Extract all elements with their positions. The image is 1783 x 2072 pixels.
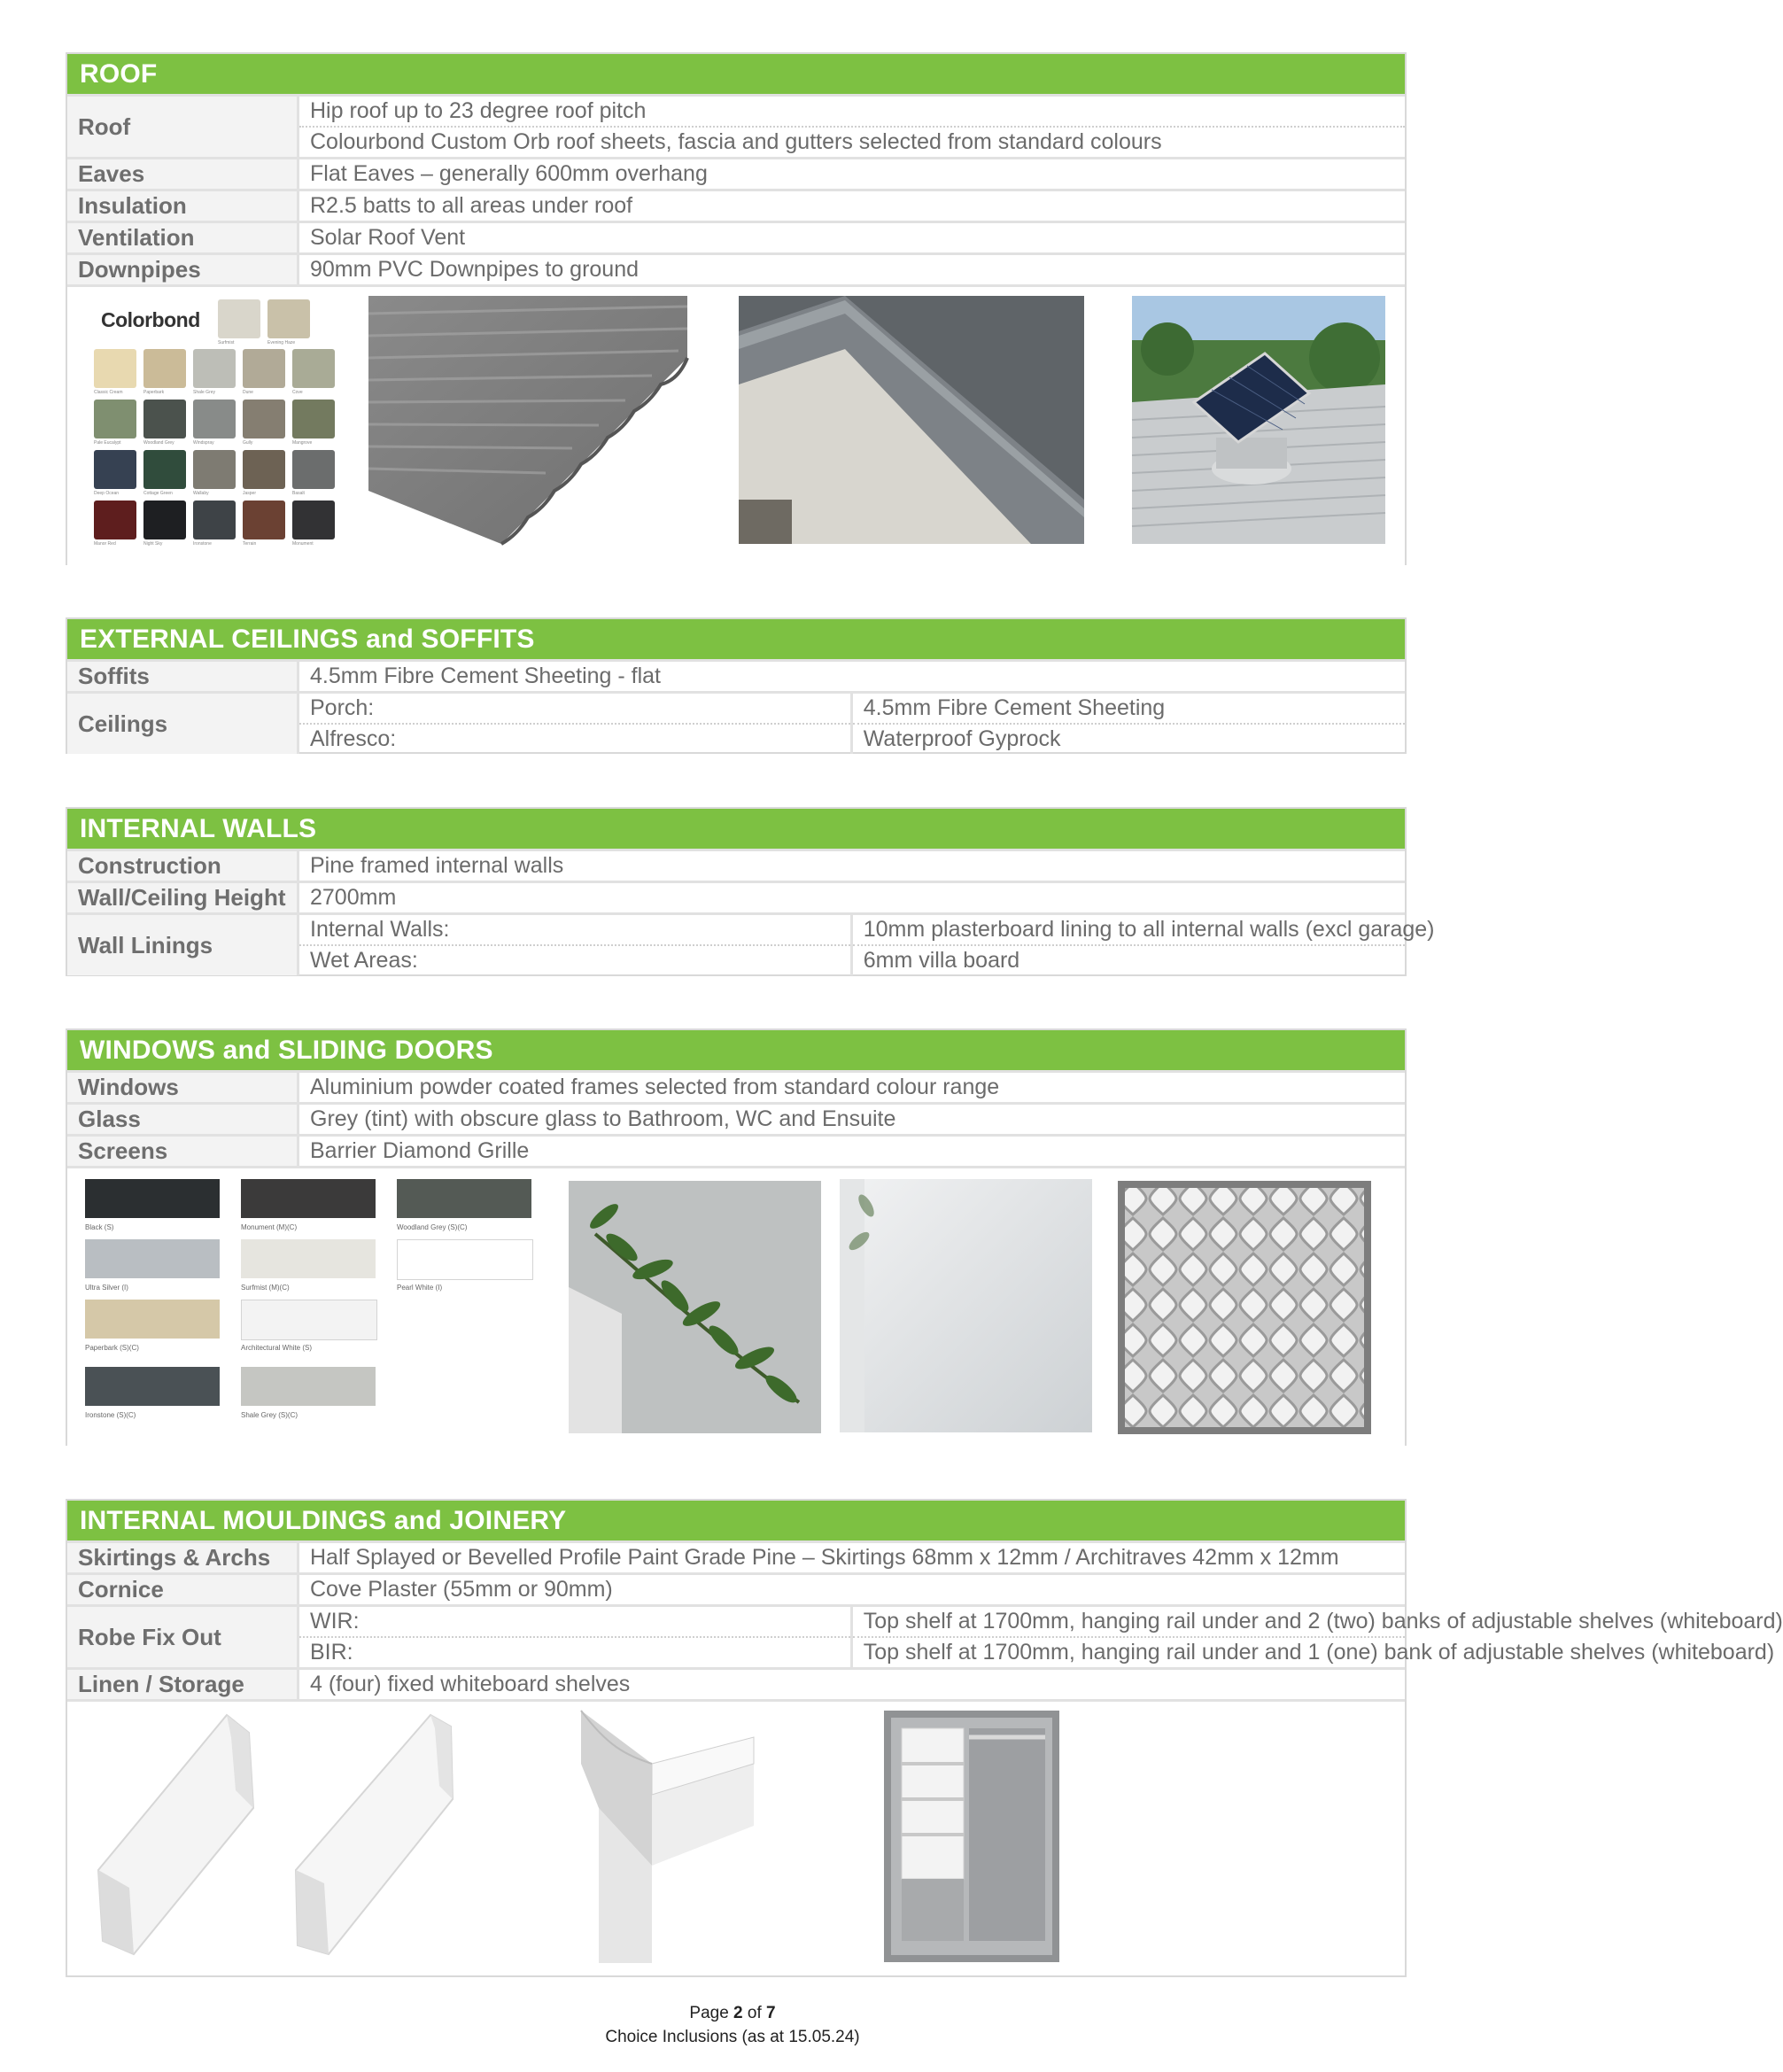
cornice-label: Cornice (67, 1574, 298, 1606)
colorbond-swatch (267, 299, 310, 338)
half-splayed-skirting-graphic (94, 1711, 289, 1959)
gutter-fascia-image (739, 296, 1084, 544)
colorbond-swatch (193, 349, 236, 388)
colorbond-swatch (143, 450, 186, 489)
robe-fix-out-label: Robe Fix Out (67, 1606, 298, 1669)
windows-table (67, 1070, 1405, 1166)
colorbond-swatch-label: Shale Grey (193, 390, 216, 395)
soffits-label: Soffits (67, 661, 298, 693)
colorbond-swatch-label: Wallaby (193, 491, 209, 496)
colorbond-swatch-label: Basalt (292, 491, 305, 496)
wall-height-value: 2700mm (298, 882, 1406, 914)
obscure-glass-image (840, 1179, 1092, 1432)
ventilation-value: Solar Roof Vent (298, 222, 1406, 254)
eaves-label: Eaves (67, 159, 298, 190)
internal-walls-heading: INTERNAL WALLS (67, 809, 1405, 849)
wet-areas-label: Wet Areas: (298, 945, 852, 975)
clear-glass-image (569, 1181, 821, 1433)
frame-colour-label: Surfmist (M)(C) (241, 1284, 290, 1292)
mouldings-heading: INTERNAL MOULDINGS and JOINERY (67, 1501, 1405, 1540)
bir-label: BIR: (298, 1637, 852, 1669)
linen-storage-value: 4 (four) fixed whiteboard shelves (298, 1669, 1406, 1700)
bevelled-skirting-graphic (293, 1711, 488, 1959)
downpipes-label: Downpipes (67, 254, 298, 285)
ceilings-label: Ceilings (67, 693, 298, 755)
frame-colour-swatch (241, 1367, 376, 1406)
frame-colour-swatch (241, 1239, 376, 1278)
external-ceilings-table (67, 659, 1405, 754)
colorbond-swatch-label: Ironstone (193, 541, 212, 547)
colorbond-swatch-label: Cove (292, 390, 303, 395)
colorbond-swatch (143, 501, 186, 539)
solar-roof-vent-image (1132, 296, 1385, 544)
colorbond-swatch-label: Cottage Green (143, 491, 173, 496)
mouldings-section (66, 1499, 1783, 1977)
frame-colour-label: Black (S) (85, 1223, 114, 1231)
colorbond-swatch (193, 501, 236, 539)
internal-walls-label: Internal Walls: (298, 914, 852, 946)
external-ceilings-heading: EXTERNAL CEILINGS and SOFFITS (67, 619, 1405, 659)
wir-value: Top shelf at 1700mm, hanging rail under and 2 (two) banks of adjustable shelves (whiteboard) (851, 1606, 1405, 1638)
windows-value: Aluminium powder coated frames selected from standard colour range (298, 1072, 1406, 1104)
frame-colour-chart (85, 1179, 563, 1436)
frame-colour-swatch (85, 1367, 220, 1406)
colorbond-swatch-label: Paperbark (143, 390, 165, 395)
internal-walls-value: 10mm plasterboard lining to all internal walls (excl garage) (851, 914, 1405, 946)
colorbond-swatch-label: Monument (292, 541, 314, 547)
internal-walls-section (66, 807, 1435, 976)
ventilation-label: Ventilation (67, 222, 298, 254)
colorbond-swatch-label: Classic Cream (94, 390, 123, 395)
frame-colour-swatch (397, 1239, 533, 1280)
insulation-label: Insulation (67, 190, 298, 222)
roof-pitch-value: Hip roof up to 23 degree roof pitch (298, 96, 1406, 128)
colorbond-swatch-label: Night Sky (143, 541, 163, 547)
roof-heading: ROOF (67, 54, 1405, 94)
external-ceilings-section (66, 617, 1407, 754)
colorbond-swatch-label: Gully (243, 440, 253, 446)
windows-section (66, 1028, 1407, 1446)
colorbond-swatch-label: Evening Haze (267, 340, 296, 345)
bevelled-skirting-image (293, 1711, 488, 1959)
colorbond-swatch (243, 450, 285, 489)
frame-colour-label: Shale Grey (S)(C) (241, 1411, 298, 1419)
bir-value: Top shelf at 1700mm, hanging rail under and 1 (one) bank of adjustable shelves (whiteboard) (851, 1637, 1405, 1669)
roof-label: Roof (67, 96, 298, 159)
roof-section (66, 52, 1407, 565)
windows-heading: WINDOWS and SLIDING DOORS (67, 1030, 1405, 1070)
colorbond-chart-image (85, 296, 324, 553)
frame-colour-label: Ironstone (S)(C) (85, 1411, 136, 1419)
page-of: of (742, 2004, 767, 2022)
wet-areas-value: 6mm villa board (851, 945, 1405, 975)
diamond-grille-graphic (1118, 1181, 1371, 1434)
page-number (0, 2004, 1465, 2023)
glass-label: Glass (67, 1104, 298, 1136)
downpipes-value: 90mm PVC Downpipes to ground (298, 254, 1406, 285)
porch-value: 4.5mm Fibre Cement Sheeting (851, 693, 1405, 725)
colorbond-swatch (243, 501, 285, 539)
colorbond-swatch (292, 450, 335, 489)
frame-colour-swatch (241, 1300, 377, 1340)
frame-colour-swatch (85, 1179, 220, 1218)
mouldings-images (67, 1699, 1405, 1972)
cove-cornice-graphic (546, 1711, 758, 1963)
frame-colour-label: Pearl White (I) (397, 1284, 443, 1292)
colorbond-swatch-label: Dune (243, 390, 253, 395)
porch-label: Porch: (298, 693, 852, 725)
skirtings-value: Half Splayed or Bevelled Profile Paint Grade Pine – Skirtings 68mm x 12mm / Architraves 42mm x 12mm (298, 1542, 1406, 1574)
frame-colour-swatch (397, 1179, 531, 1218)
colorbond-swatch (94, 349, 136, 388)
colorbond-swatch-label: Mangrove (292, 440, 313, 446)
construction-value: Pine framed internal walls (298, 850, 1406, 882)
colorbond-swatch-label: Windspray (193, 440, 214, 446)
wir-label: WIR: (298, 1606, 852, 1638)
colorbond-swatch (193, 450, 236, 489)
colorbond-swatch-label: Terrain (243, 541, 257, 547)
linen-storage-label: Linen / Storage (67, 1669, 298, 1700)
alfresco-label: Alfresco: (298, 724, 852, 754)
roof-table (67, 94, 1405, 284)
colorbond-swatch (143, 349, 186, 388)
colorbond-swatch-label: Woodland Grey (143, 440, 174, 446)
mouldings-table (67, 1540, 1783, 1699)
frame-colour-swatch (241, 1179, 376, 1218)
obscure-glass-graphic (840, 1179, 1092, 1432)
frame-colour-label: Monument (M)(C) (241, 1223, 298, 1231)
corrugated-sheet-image (368, 296, 687, 544)
frame-colour-swatch (85, 1300, 220, 1339)
wall-height-label: Wall/Ceiling Height (67, 882, 298, 914)
frame-colour-label: Architectural White (S) (241, 1344, 313, 1352)
colorbond-swatch (193, 400, 236, 438)
glass-value: Grey (tint) with obscure glass to Bathroom, WC and Ensuite (298, 1104, 1406, 1136)
colorbond-swatch (292, 400, 335, 438)
robe-shelving-graphic (884, 1711, 1059, 1962)
diamond-grille-image (1118, 1181, 1371, 1434)
windows-label: Windows (67, 1072, 298, 1104)
colorbond-swatch (143, 400, 186, 438)
colorbond-swatch (243, 400, 285, 438)
colorbond-swatch-label: Pale Eucalypt (94, 440, 121, 446)
skirtings-label: Skirtings & Archs (67, 1542, 298, 1574)
roof-images (67, 284, 1405, 565)
cornice-value: Cove Plaster (55mm or 90mm) (298, 1574, 1406, 1606)
robe-shelving-image (884, 1711, 1059, 1962)
colorbond-swatch (94, 450, 136, 489)
colorbond-swatch (243, 349, 285, 388)
colorbond-swatch-label: Jasper (243, 491, 257, 496)
internal-walls-table (67, 849, 1435, 975)
cove-cornice-image (546, 1711, 758, 1963)
colorbond-swatch (218, 299, 260, 338)
frame-colour-label: Woodland Grey (S)(C) (397, 1223, 468, 1231)
colorbond-swatch-label: Deep Ocean (94, 491, 120, 496)
clear-glass-graphic (569, 1181, 821, 1433)
colorbond-swatch-label: Manor Red (94, 541, 116, 547)
screens-value: Barrier Diamond Grille (298, 1136, 1406, 1167)
roof-sheets-value: Colourbond Custom Orb roof sheets, fascia and gutters selected from standard colours (298, 127, 1406, 159)
colorbond-swatch (292, 501, 335, 539)
page-total: 7 (766, 2004, 776, 2022)
wall-linings-label: Wall Linings (67, 914, 298, 976)
half-splayed-skirting-image (94, 1711, 289, 1959)
insulation-value: R2.5 batts to all areas under roof (298, 190, 1406, 222)
screens-label: Screens (67, 1136, 298, 1167)
frame-colour-swatch (85, 1239, 220, 1278)
document-footer: Choice Inclusions (as at 15.05.24) (605, 2028, 860, 2046)
frame-colour-label: Ultra Silver (I) (85, 1284, 128, 1292)
colorbond-swatch (292, 349, 335, 388)
corrugated-sheet-graphic (368, 296, 687, 544)
eaves-value: Flat Eaves – generally 600mm overhang (298, 159, 1406, 190)
page-prefix: Page (689, 2004, 734, 2022)
alfresco-value: Waterproof Gyprock (851, 724, 1405, 754)
colorbond-swatch-label: Surfmist (218, 340, 235, 345)
solar-roof-vent-graphic (1132, 296, 1385, 544)
colorbond-swatch (94, 400, 136, 438)
colorbond-logo: Colorbond (101, 308, 200, 331)
windows-images (67, 1166, 1405, 1446)
soffits-value: 4.5mm Fibre Cement Sheeting - flat (298, 661, 1406, 693)
gutter-fascia-graphic (739, 296, 1084, 544)
construction-label: Construction (67, 850, 298, 882)
page-current: 2 (733, 2004, 743, 2022)
frame-colour-label: Paperbark (S)(C) (85, 1344, 139, 1352)
colorbond-swatch (94, 501, 136, 539)
